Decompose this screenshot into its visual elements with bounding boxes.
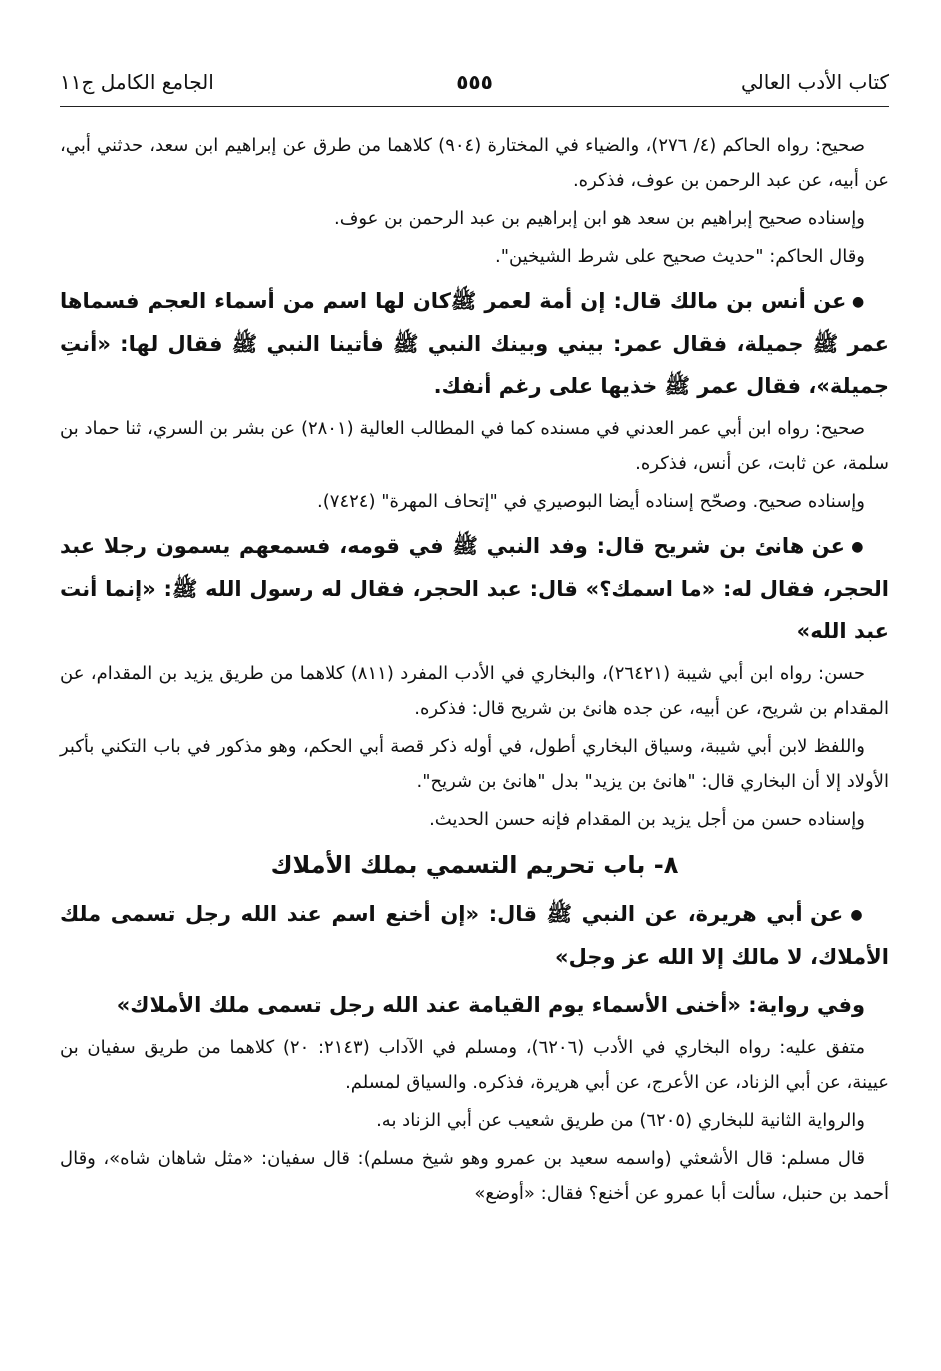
isnad-note: وإسناده صحيح. وصحّح إسناده أيضا البوصيري في "إتحاف المهرة" (٧٤٢٤). (317, 491, 865, 512)
page-number: ٥٥٥ (456, 70, 493, 94)
hadith-variant: وفي رواية: «أخنى الأسماء يوم القيامة عند الله رجل تسمى ملك الأملاك» (116, 993, 865, 1017)
hakim-note: وقال الحاكم: "حديث صحيح على شرط الشيخين". (495, 246, 865, 267)
book-title: كتاب الأدب العالي (740, 70, 889, 94)
hadith-text: ● عن أبي هريرة، عن النبي ﷺ قال: «إن أخنع اسم عند الله رجل تسمى ملك الأملاك، لا مالك إلا الله عز وجل» (60, 893, 889, 978)
takhrij-note: متفق عليه: رواه البخاري في الأدب (٦٢٠٦)، ومسلم في الآداب (٢١٤٣: ٢٠) كلاهما من طريق سفيان بن عيينة، عن أبي الزناد، عن الأعرج، عن أبي هريرة، فذكره. والسياق لمسلم. (60, 1037, 889, 1093)
volume-label: الجامع الكامل ج١١ (60, 70, 214, 94)
riwaya-note: والرواية الثانية للبخاري (٦٢٠٥) من طريق شعيب عن أبي الزناد به. (376, 1110, 865, 1131)
commentary-note: قال مسلم: قال الأشعثي (واسمه سعيد بن عمرو وهو شيخ مسلم): قال سفيان: «مثل شاهان شاه»، وقال أحمد بن حنبل، سألت أبا عمرو عن أخنع؟ فقال: «أوضع» (60, 1148, 889, 1204)
takhrij-note: صحيح: رواه ابن أبي عمر العدني في مسنده كما في المطالب العالية (٢٨٠١) عن بشر بن السري، ثنا حماد بن سلمة، عن ثابت، عن أنس، فذكره. (60, 418, 889, 474)
takhrij-note: حسن: رواه ابن أبي شيبة (٢٦٤٢١)، والبخاري في الأدب المفرد (٨١١) كلاهما من طريق يزيد بن المقدام، عن المقدام بن شريح، عن أبيه، عن جده هانئ بن شريح قال: فذكره. (60, 663, 889, 719)
commentary-note: واللفظ لابن أبي شيبة، وسياق البخاري أطول، في أوله ذكر قصة أبي الحكم، وهو مذكور في باب التكني بأكبر الأولاد إلا أن البخاري قال: "هانئ بن يزيد" بدل "هانئ بن شريح". (60, 736, 889, 792)
chapter-heading: ٨- باب تحريم التسمي بملك الأملاك (270, 851, 679, 879)
page-body (60, 128, 889, 1214)
takhrij-note: صحيح: رواه الحاكم (٤/ ٢٧٦)، والضياء في المختارة (٩٠٤) كلاهما من طرق عن إبراهيم ابن سعد، حدثني أبي، عن أبيه، عن عبد الرحمن بن عوف، فذكره. (60, 135, 889, 191)
hadith-text: ● عن هانئ بن شريح قال: وفد النبي ﷺ في قومه، فسمعهم يسمون رجلا عبد الحجر، فقال له: «ما اسمك؟» قال: عبد الحجر، فقال له رسول الله ﷺ: «إنما أنت عبد الله» (60, 525, 889, 652)
isnad-note: وإسناده حسن من أجل يزيد بن المقدام فإنه حسن الحديث. (429, 809, 865, 830)
page-header (60, 62, 889, 107)
isnad-note: وإسناده صحيح إبراهيم بن سعد هو ابن إبراهيم بن عبد الرحمن بن عوف. (334, 208, 865, 229)
hadith-text: ● عن أنس بن مالك قال: إن أمة لعمر ﷺكان لها اسم من أسماء العجم فسماها عمر ﷺ جميلة، فقال عمر: بيني وبينك النبي ﷺ فأتينا النبي ﷺ فقال لها: «أنتِ جميلة»، فقال عمر ﷺ خذيها على رغم أنفك. (60, 280, 889, 407)
